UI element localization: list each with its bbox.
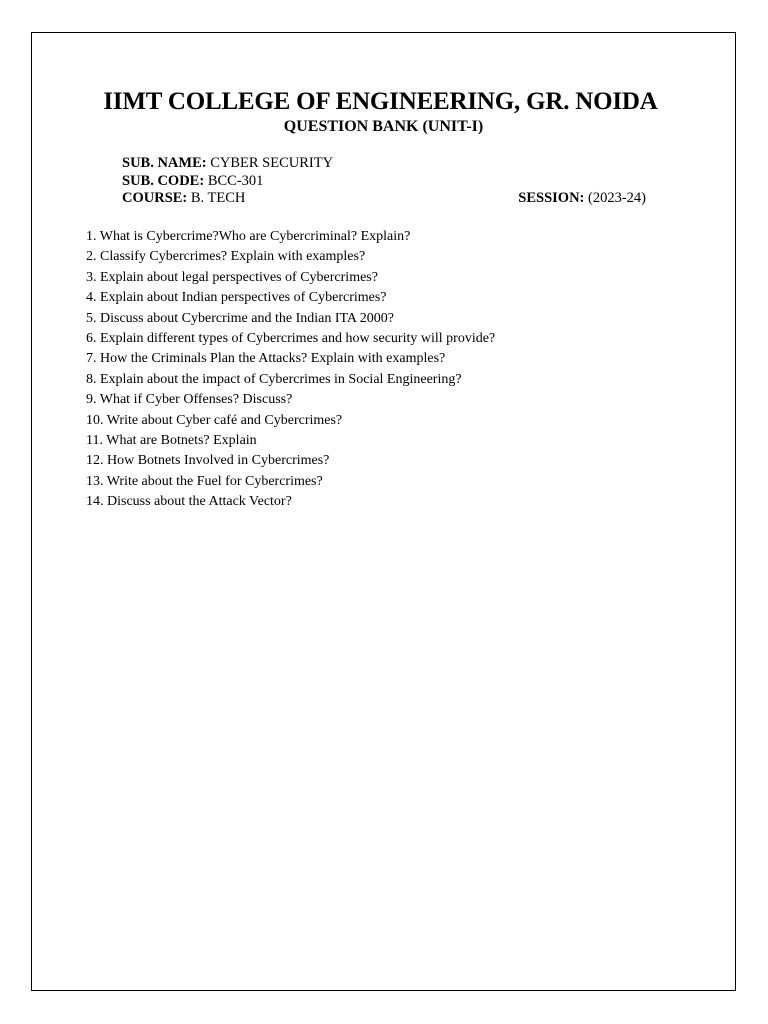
question-item: 6. Explain different types of Cybercrimes and how security will provide? xyxy=(86,331,496,347)
question-list xyxy=(86,227,495,513)
session xyxy=(518,190,646,208)
subject-name-label: SUB. NAME: xyxy=(122,155,207,171)
question-item: 10. Write about Cyber café and Cybercrimes? xyxy=(86,412,343,428)
question-item: 1. What is Cybercrime?Who are Cybercriminal? Explain? xyxy=(86,229,411,244)
subject-code-row xyxy=(122,173,646,191)
subject-details xyxy=(122,155,646,208)
subject-name-value: CYBER SECURITY xyxy=(210,155,334,171)
college-title: IIMT COLLEGE OF ENGINEERING, GR. NOIDA xyxy=(103,88,658,115)
question-item: 12. How Botnets Involved in Cybercrimes? xyxy=(86,453,330,469)
course-value: B. TECH xyxy=(190,190,246,206)
question-item: 7. How the Criminals Plan the Attacks? Explain with examples? xyxy=(86,351,446,367)
course-row xyxy=(122,190,646,208)
subject-code-label: SUB. CODE: xyxy=(122,172,205,189)
question-item: 3. Explain about legal perspectives of Cybercrimes? xyxy=(86,269,378,285)
subject-name-row xyxy=(122,155,646,173)
subject-code-value: BCC-301 xyxy=(207,172,264,189)
question-item: 5. Discuss about Cybercrime and the Indian ITA 2000? xyxy=(86,310,394,326)
document-page xyxy=(31,32,736,991)
session-label: SESSION: xyxy=(518,190,585,206)
question-item: 14. Discuss about the Attack Vector? xyxy=(86,494,292,510)
question-item: 8. Explain about the impact of Cybercrimes in Social Engineering? xyxy=(86,371,462,387)
question-item: 2. Classify Cybercrimes? Explain with examples? xyxy=(86,249,366,265)
question-item: 13. Write about the Fuel for Cybercrimes? xyxy=(86,473,323,489)
question-item: 9. What if Cyber Offenses? Discuss? xyxy=(86,392,293,408)
question-item: 4. Explain about Indian perspectives of Cybercrimes? xyxy=(86,290,387,306)
question-item: 11. What are Botnets? Explain xyxy=(86,433,257,449)
course-label: COURSE: xyxy=(122,190,188,206)
session-value: (2023-24) xyxy=(588,190,646,206)
question-bank-subtitle: QUESTION BANK (UNIT-I) xyxy=(283,118,484,135)
